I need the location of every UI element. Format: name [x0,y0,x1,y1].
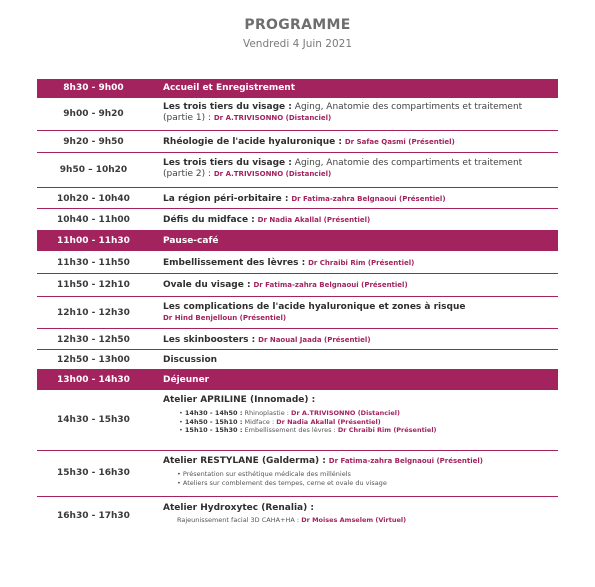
table-row [37,297,558,329]
page-title: PROGRAMME [244,17,351,33]
row-title: Discussion [163,355,218,365]
row-title: Les complications de l'acide hyaluronique et zones à risque [163,302,466,312]
list-item: • Ateliers sur comblement des tempes, cerne et ovale du visage [177,478,387,487]
row-title: Déjeuner [163,375,210,385]
row-desc: Aging, Anatomie des compartiments et traitement (partie 2) : [163,158,523,179]
table-row [37,451,558,497]
row-time: 15h30 - 16h30 [57,468,130,478]
table-row [37,153,558,188]
list-item: • 15h10 - 15h30 : Embellissement des lèvres : Dr Chraibi Rim (Présentiel) [179,426,437,434]
programme-table [37,79,558,537]
row-time: 16h30 - 17h30 [57,511,130,521]
table-row [37,497,558,537]
row-time: 11h50 - 12h10 [57,280,130,290]
row-time: 12h10 - 12h30 [57,308,130,318]
row-speaker: Dr Naoual Jaada (Présentiel) [258,336,371,344]
row-title: Rhéologie de l'acide hyaluronique : [163,137,342,147]
row-time: 9h20 - 9h50 [63,137,124,147]
row-speaker: Dr Hind Benjelloun (Présentiel) [163,314,287,322]
row-time: 9h00 - 9h20 [63,109,124,119]
row-speaker: Dr Safae Qasmi (Présentiel) [344,138,455,146]
row-speaker: Dr Chraibi Rim (Présentiel) [308,259,415,267]
row-title: Atelier APRILINE (Innomade) : [163,395,316,405]
row-time: 14h30 - 15h30 [57,415,130,425]
row-speaker: Dr A.TRIVISONNO (Distanciel) [213,114,332,122]
list-item: • 14h50 - 15h10 : Midface : Dr Nadia Akallal (Présentiel) [179,417,381,426]
table-row [37,209,558,231]
row-time: 11h30 - 11h50 [57,258,130,268]
list-item: • Présentation sur esthétique médicale des milléniels [177,470,351,478]
table-row-header [37,79,558,98]
row-speaker: Dr Fatima-zahra Belgnaoui (Présentiel) [328,457,483,465]
table-row [37,251,558,274]
row-time: 12h50 - 13h00 [57,355,130,365]
row-speaker: Dr Fatima-zahra Belgnaoui (Présentiel) [291,195,446,203]
row-title: Accueil et Enregistrement [163,83,296,93]
session-line: Rajeunissement facial 3D CAHA+HA : Dr Moises Amselem (Virtuel) [177,516,407,524]
table-row [37,131,558,153]
row-title: Atelier Hydroxytec (Renalia) : [163,503,314,513]
row-title: Atelier RESTYLANE (Galderma) : [163,456,326,466]
row-time: 13h00 - 14h30 [57,375,130,385]
table-row [37,188,558,209]
row-title: Défis du midface : [163,215,255,225]
session-list [179,409,552,435]
bullet-list [177,470,552,487]
list-item: • 14h30 - 14h50 : Rhinoplastie : Dr A.TRIVISONNO (Distanciel) [179,409,400,417]
table-row [37,98,558,131]
row-title: Ovale du visage : [163,280,251,290]
page-date: Vendredi 4 Juin 2021 [242,38,352,50]
row-speaker: Dr A.TRIVISONNO (Distanciel) [213,170,332,178]
row-desc: Aging, Anatomie des compartiments et traitement (partie 1) : [163,102,523,123]
row-time: 11h00 - 11h30 [57,236,130,246]
row-time: 10h40 - 11h00 [57,215,130,225]
row-title: Embellissement des lèvres : [163,258,306,268]
row-time: 9h50 – 10h20 [59,165,128,175]
row-title: Pause-café [163,236,219,246]
row-speaker: Dr Fatima-zahra Belgnaoui (Présentiel) [253,281,408,289]
table-row [37,329,558,350]
row-title: Les skinboosters : [163,335,256,345]
table-row [37,390,558,451]
row-speaker: Dr Nadia Akallal (Présentiel) [257,216,371,224]
table-row [37,274,558,297]
row-title: Les trois tiers du visage : [163,158,292,168]
row-time: 12h30 - 12h50 [57,335,130,345]
table-row-header [37,370,558,390]
row-time: 8h30 - 9h00 [63,83,124,93]
table-row [37,350,558,370]
row-time: 10h20 - 10h40 [57,194,130,204]
row-title: La région péri-orbitaire : [163,194,289,204]
table-row-header [37,231,558,251]
row-title: Les trois tiers du visage : [163,102,292,112]
